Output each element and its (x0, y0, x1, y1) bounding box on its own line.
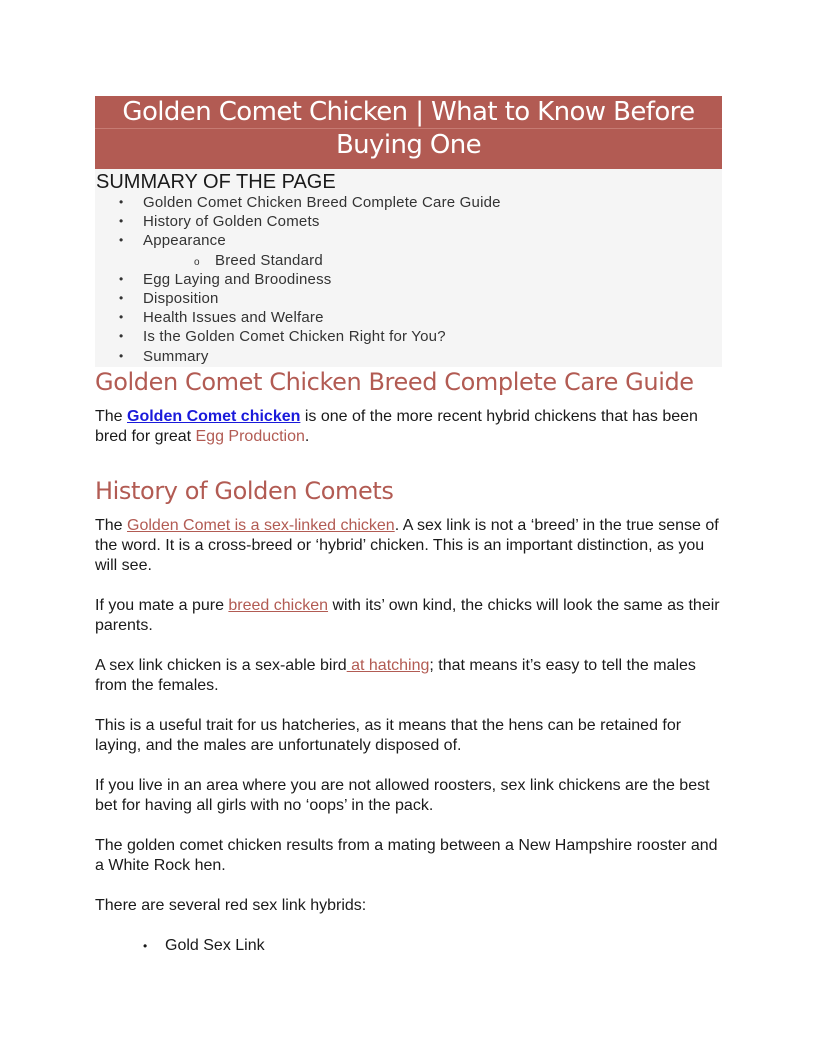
hybrid-list (95, 936, 722, 956)
egg-production-link[interactable]: Egg Production (195, 427, 305, 445)
toc-subitem[interactable]: o Breed Standard (143, 251, 722, 270)
summary-box (95, 169, 722, 367)
toc-item[interactable]: • Is the Golden Comet Chicken Right for You? (143, 327, 722, 346)
toc-item[interactable]: • History of Golden Comets (143, 212, 722, 231)
paragraph: The golden comet chicken results from a mating between a New Hampshire rooster and a White Rock hen. (95, 836, 718, 874)
list-item: • Gold Sex Link (165, 936, 722, 956)
sex-linked-link[interactable]: Golden Comet is a sex-linked chicken (127, 516, 395, 534)
paragraph: This is a useful trait for us hatcheries, as it means that the hens can be retained for laying, and the males are unfortunately disposed of. (95, 716, 682, 754)
toc-item[interactable]: • Summary (143, 347, 722, 366)
page-title-line-2: Buying One (335, 130, 482, 160)
document-body (95, 96, 722, 956)
paragraph: The Golden Comet chicken is one of the more recent hybrid chickens that has been bred for great Egg Production. (95, 407, 698, 445)
section-heading-history: History of Golden Comets (95, 476, 394, 505)
paragraph: The Golden Comet is a sex-linked chicken. A sex link is not a ‘breed’ in the true sense of the word. It is a cross-breed or ‘hybrid’ chicken. This is an important distinction, as you will see. (95, 516, 719, 574)
at-hatching-link[interactable]: at hatching (346, 656, 430, 674)
paragraph: If you mate a pure breed chicken with its’ own kind, the chicks will look the same as their parents. (95, 596, 720, 634)
summary-heading: SUMMARY OF THE PAGE (96, 171, 336, 193)
page-title (95, 96, 722, 169)
toc-item[interactable]: • Appearance (143, 231, 722, 250)
table-of-contents (95, 193, 722, 366)
paragraph: There are several red sex link hybrids: (95, 896, 367, 914)
toc-item[interactable]: • Disposition (143, 289, 722, 308)
golden-comet-link[interactable]: Golden Comet chicken (127, 407, 301, 425)
section-heading-care-guide: Golden Comet Chicken Breed Complete Care Guide (95, 367, 694, 396)
toc-item[interactable]: • Golden Comet Chicken Breed Complete Care Guide (143, 193, 722, 212)
toc-item[interactable]: • Egg Laying and Broodiness (143, 270, 722, 289)
breed-chicken-link[interactable]: breed chicken (228, 596, 329, 614)
paragraph: If you live in an area where you are not allowed roosters, sex link chickens are the best bet for having all girls with no ‘oops’ in the pack. (95, 776, 710, 814)
toc-item[interactable]: • Health Issues and Welfare (143, 308, 722, 327)
page-title-line-1: Golden Comet Chicken | What to Know Before (95, 96, 722, 129)
paragraph: A sex link chicken is a sex-able bird at hatching; that means it’s easy to tell the males from the females. (95, 656, 696, 694)
